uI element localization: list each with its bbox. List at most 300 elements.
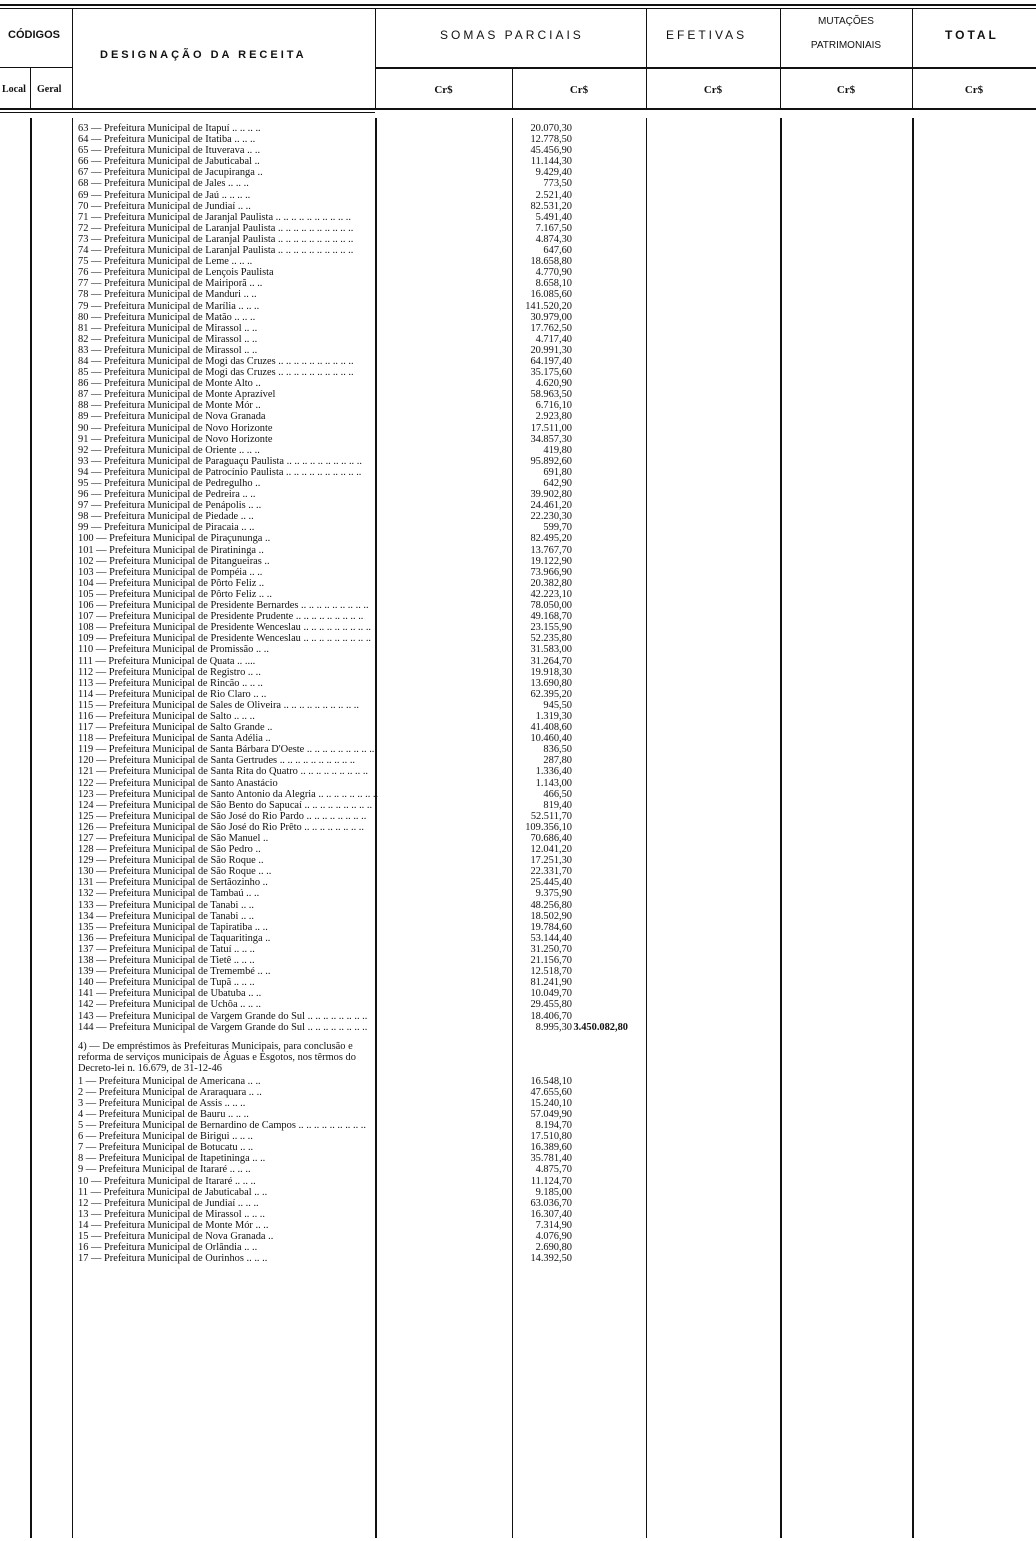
row-value: 836,50 [543, 744, 572, 756]
row-designation: 104 — Prefeitura Municipal de Pôrto Feliz .. [78, 577, 265, 589]
row-designation: 108 — Prefeitura Municipal de Presidente Wenceslau .. .. .. .. .. .. .. .. .. [78, 622, 372, 634]
row-designation: 65 — Prefeitura Municipal de Ituverava .. .. [78, 145, 261, 157]
row-designation: 68 — Prefeitura Municipal de Jales .. .. .. [78, 178, 249, 190]
row-value: 10.460,40 [530, 733, 572, 745]
table-row [78, 744, 638, 755]
table-row [78, 289, 638, 300]
row-designation: 115 — Prefeitura Municipal de Sales de Oliveira .. .. .. .. .. .. .. .. .. .. [78, 699, 359, 711]
table-row [78, 1022, 638, 1033]
table-row [78, 1242, 638, 1253]
table-row [78, 1087, 638, 1098]
row-value: 4.076,90 [535, 1231, 572, 1242]
body-rule-2 [72, 118, 73, 1538]
table-row [78, 278, 638, 289]
table-row [78, 589, 638, 600]
table-row [78, 1076, 638, 1087]
row-value: 773,50 [543, 178, 572, 190]
row-designation: 138 — Prefeitura Municipal de Tietê .. .. .. [78, 955, 255, 967]
row-designation: 72 — Prefeitura Municipal de Laranjal Paulista .. .. .. .. .. .. .. .. .. .. [78, 222, 354, 234]
row-value: 70.686,40 [530, 833, 572, 844]
row-designation: 119 — Prefeitura Municipal de Santa Bárbara D'Oeste .. .. .. .. .. .. .. .. .. [78, 744, 375, 756]
row-value: 17.251,30 [530, 855, 572, 867]
row-designation: 71 — Prefeitura Municipal de Jaranjal Paulista .. .. .. .. .. .. .. .. .. .. [78, 211, 351, 223]
table-row [78, 334, 638, 345]
table-row [78, 778, 638, 789]
row-value: 8.194,70 [535, 1120, 572, 1132]
row-designation: 121 — Prefeitura Municipal de Santa Rita do Quatro .. .. .. .. .. .. .. .. .. [78, 766, 369, 778]
row-designation: 116 — Prefeitura Municipal de Salto .. .. .. [78, 710, 255, 722]
row-designation: 130 — Prefeitura Municipal de São Roque .. .. [78, 866, 272, 878]
row-value: 31.583,00 [530, 644, 572, 656]
row-value: 21.156,70 [530, 955, 572, 967]
row-value: 691,80 [543, 466, 572, 478]
row-value: 31.264,70 [530, 655, 572, 667]
table-row [78, 900, 638, 911]
row-designation: 16 — Prefeitura Municipal de Orlândia .. .. [78, 1242, 258, 1254]
row-value: 20.382,80 [530, 577, 572, 589]
table-row [78, 1220, 638, 1231]
row-value: 20.991,30 [530, 344, 572, 356]
body-rule-6 [780, 118, 782, 1538]
row-value: 4.874,30 [535, 233, 572, 245]
row-designation: 88 — Prefeitura Municipal de Monte Mór .. [78, 400, 261, 412]
table-row [78, 600, 638, 611]
row-designation: 15 — Prefeitura Municipal de Nova Granada .. [78, 1231, 274, 1242]
table-row [78, 722, 638, 733]
row-designation: 66 — Prefeitura Municipal de Jabuticabal .. [78, 156, 260, 168]
table-row [78, 633, 638, 644]
table-row [78, 456, 638, 467]
table-row [78, 223, 638, 234]
row-designation: 78 — Prefeitura Municipal de Manduri .. .. [78, 289, 257, 301]
table-row [78, 234, 638, 245]
currency-efetivas: Cr$ [703, 84, 723, 96]
table-row [78, 411, 638, 422]
row-value: 19.784,60 [530, 921, 572, 933]
row-designation: 90 — Prefeitura Municipal de Novo Horizonte [78, 422, 273, 434]
row-designation: 81 — Prefeitura Municipal de Mirassol .. .. [78, 322, 258, 334]
table-row [78, 911, 638, 922]
header-efetivas: EFETIVAS [666, 28, 748, 42]
row-designation: 93 — Prefeitura Municipal de Paraguaçu Paulista .. .. .. .. .. .. .. .. .. .. [78, 455, 362, 467]
table-row [78, 389, 638, 400]
row-value: 73.966,90 [530, 566, 572, 578]
row-designation: 133 — Prefeitura Municipal de Tanabi .. .. [78, 899, 254, 911]
table-row [78, 345, 638, 356]
row-designation: 98 — Prefeitura Municipal de Piedade .. .. [78, 511, 254, 523]
row-value: 16.085,60 [530, 289, 572, 301]
table-row [78, 877, 638, 888]
table-row [78, 644, 638, 655]
row-value: 1.319,30 [535, 710, 572, 722]
row-value: 19.122,90 [530, 555, 572, 567]
table-row [78, 1176, 638, 1187]
row-designation: 97 — Prefeitura Municipal de Penápolis .. .. [78, 500, 262, 512]
table-row [78, 611, 638, 622]
row-designation: 9 — Prefeitura Municipal de Itararé .. .. .. [78, 1164, 251, 1176]
row-designation: 70 — Prefeitura Municipal de Jundiaí .. .. [78, 200, 251, 212]
table-row [78, 933, 638, 944]
table-row [78, 1209, 638, 1220]
row-value: 4.770,90 [535, 267, 572, 279]
row-value: 63.036,70 [530, 1197, 572, 1209]
row-designation: 105 — Prefeitura Municipal de Pôrto Feliz .. .. [78, 588, 272, 600]
row-designation: 129 — Prefeitura Municipal de São Roque .. [78, 855, 264, 867]
row-designation: 85 — Prefeitura Municipal de Mogi das Cruzes .. .. .. .. .. .. .. .. .. .. [78, 367, 354, 379]
row-value: 12.518,70 [530, 966, 572, 978]
row-designation: 100 — Prefeitura Municipal de Piraçununga .. [78, 533, 271, 545]
row-designation: 2 — Prefeitura Municipal de Araraquara .. .. [78, 1086, 262, 1098]
row-value: 17.762,50 [530, 322, 572, 334]
row-designation: 96 — Prefeitura Municipal de Pedreira .. .. [78, 489, 256, 501]
row-value: 12.041,20 [530, 844, 572, 856]
table-row [78, 123, 638, 134]
row-designation: 125 — Prefeitura Municipal de São José do Rio Pardo .. .. .. .. .. .. .. .. [78, 810, 367, 822]
row-designation: 143 — Prefeitura Municipal de Vargem Grande do Sul .. .. .. .. .. .. .. .. [78, 1010, 368, 1022]
row-value: 599,70 [543, 522, 572, 534]
row-designation: 141 — Prefeitura Municipal de Ubatuba .. .. [78, 988, 262, 1000]
row-designation: 137 — Prefeitura Municipal de Tatuí .. .. .. [78, 943, 255, 955]
table-row [78, 445, 638, 456]
row-designation: 83 — Prefeitura Municipal de Mirassol .. .. [78, 344, 258, 356]
row-value: 5.491,40 [535, 211, 572, 223]
col-rule-codigos [72, 9, 73, 108]
table-row [78, 145, 638, 156]
row-designation: 109 — Prefeitura Municipal de Presidente Wenceslau .. .. .. .. .. .. .. .. .. [78, 633, 372, 645]
row-value: 34.857,30 [530, 433, 572, 445]
table-row [78, 167, 638, 178]
table-row [78, 156, 638, 167]
row-value: 62.395,20 [530, 688, 572, 700]
table-row [78, 478, 638, 489]
table-row [78, 977, 638, 988]
header-mutacoes: MUTAÇÕES [818, 16, 874, 27]
table-row [78, 1109, 638, 1120]
row-designation: 74 — Prefeitura Municipal de Laranjal Paulista .. .. .. .. .. .. .. .. .. .. [78, 245, 354, 257]
row-value: 35.781,40 [530, 1153, 572, 1165]
row-value: 64.197,40 [530, 355, 572, 367]
row-designation: 91 — Prefeitura Municipal de Novo Horizonte [78, 433, 273, 445]
row-value: 42.223,10 [530, 588, 572, 600]
row-value: 18.658,80 [530, 256, 572, 268]
table-row [78, 178, 638, 189]
row-value: 1.143,00 [535, 777, 572, 789]
row-designation: 111 — Prefeitura Municipal de Quata .. .... [78, 655, 256, 667]
table-row [78, 1198, 638, 1209]
table-row [78, 201, 638, 212]
row-designation: 13 — Prefeitura Municipal de Mirassol .. .. .. [78, 1208, 265, 1220]
top-rule [0, 4, 1036, 6]
body-rule-5 [646, 118, 647, 1538]
row-designation: 89 — Prefeitura Municipal de Nova Granada [78, 411, 266, 423]
row-designation: 106 — Prefeitura Municipal de Presidente Bernardes .. .. .. .. .. .. .. .. .. [78, 600, 369, 612]
table-row [78, 467, 638, 478]
table-row [78, 190, 638, 201]
header-codigos: CÓDIGOS [8, 29, 60, 41]
row-value: 19.918,30 [530, 666, 572, 678]
table-row [78, 700, 638, 711]
row-designation: 112 — Prefeitura Municipal de Registro .. .. [78, 666, 261, 678]
table-row [78, 711, 638, 722]
row-value: 2.923,80 [535, 411, 572, 423]
table-row [78, 966, 638, 977]
table-row [78, 800, 638, 811]
row-value: 29.455,80 [530, 999, 572, 1011]
row-designation: 77 — Prefeitura Municipal de Mairiporã .. .. [78, 278, 263, 290]
table-row [78, 656, 638, 667]
col-rule-geral [30, 67, 31, 108]
row-value: 945,50 [543, 699, 572, 711]
row-designation: 120 — Prefeitura Municipal de Santa Gertrudes .. .. .. .. .. .. .. .. .. .. [78, 755, 356, 767]
row-designation: 110 — Prefeitura Municipal de Promissão .. .. [78, 644, 269, 656]
row-designation: 139 — Prefeitura Municipal de Tremembé .. .. [78, 966, 271, 978]
row-designation: 4 — Prefeitura Municipal de Bauru .. .. .. [78, 1108, 249, 1120]
row-designation: 8 — Prefeitura Municipal de Itapetininga .. .. [78, 1153, 266, 1165]
table-row [78, 1120, 638, 1131]
row-value: 8.658,10 [535, 278, 572, 290]
row-designation: 101 — Prefeitura Municipal de Piratininga .. [78, 544, 264, 556]
row-value: 2.521,40 [535, 189, 572, 201]
row-designation: 5 — Prefeitura Municipal de Bernardino de Campos .. .. .. .. .. .. .. .. .. [78, 1120, 366, 1132]
row-value: 109.356,10 [525, 821, 572, 833]
row-designation: 103 — Prefeitura Municipal de Pompéia .. .. [78, 566, 263, 578]
table-row [78, 689, 638, 700]
row-value: 9.375,90 [535, 888, 572, 900]
row-designation: 10 — Prefeitura Municipal de Itararé .. .. .. [78, 1175, 256, 1187]
table-row [78, 766, 638, 777]
receita-list [78, 123, 638, 1264]
header-bottom-rule-2 [0, 112, 375, 113]
header-somas-parciais: SOMAS PARCIAIS [440, 28, 584, 42]
row-value: 53.144,40 [530, 932, 572, 944]
row-designation: 80 — Prefeitura Municipal de Matão .. .. .. [78, 311, 256, 323]
table-row [78, 489, 638, 500]
row-value: 39.902,80 [530, 489, 572, 501]
row-value: 16.548,10 [530, 1075, 572, 1087]
currency-somas-1: Cr$ [434, 84, 453, 96]
table-row [78, 755, 638, 766]
row-value: 57.049,90 [530, 1108, 572, 1120]
table-row [78, 312, 638, 323]
table-row [78, 301, 638, 312]
row-designation: 126 — Prefeitura Municipal de São José do Rio Prêto .. .. .. .. .. .. .. .. [78, 821, 364, 833]
row-designation: 12 — Prefeitura Municipal de Jundiaí .. .. .. [78, 1197, 259, 1209]
row-designation: 124 — Prefeitura Municipal de São Bento do Sapucaí .. .. .. .. .. .. .. .. .. [78, 799, 373, 811]
top-rule-2 [0, 8, 1036, 9]
header-bottom-rule [0, 108, 1036, 110]
row-value: 11.144,30 [530, 156, 572, 168]
row-value: 58.963,50 [530, 389, 572, 401]
table-row [78, 1131, 638, 1142]
table-row [78, 567, 638, 578]
row-designation: 102 — Prefeitura Municipal de Pitangueiras .. [78, 555, 270, 567]
row-value: 17.510,80 [530, 1131, 572, 1143]
row-value: 4.875,70 [535, 1164, 572, 1176]
row-value: 31.250,70 [530, 943, 572, 955]
row-value: 4.717,40 [535, 333, 572, 345]
row-designation: 118 — Prefeitura Municipal de Santa Adélia .. [78, 733, 271, 745]
table-row [78, 888, 638, 899]
table-row [78, 500, 638, 511]
row-value: 647,60 [543, 245, 572, 257]
row-partial-sum: 3.450.082,80 [573, 1021, 628, 1033]
row-value: 17.511,00 [530, 422, 572, 434]
row-value: 11.124,70 [530, 1175, 572, 1187]
table-row [78, 556, 638, 567]
body-rule-1 [30, 118, 32, 1538]
row-value: 41.408,60 [530, 722, 572, 734]
row-value: 13.767,70 [530, 544, 572, 556]
row-designation: 3 — Prefeitura Municipal de Assis .. .. .. [78, 1097, 246, 1109]
row-value: 78.050,00 [530, 600, 572, 612]
row-designation: 87 — Prefeitura Municipal de Monte Aprazível [78, 389, 276, 401]
row-designation: 6 — Prefeitura Municipal de Birigui .. .. .. [78, 1131, 253, 1143]
table-row [78, 1153, 638, 1164]
header-divider [375, 67, 1036, 69]
row-designation: 69 — Prefeitura Municipal de Jaú .. .. .. .. [78, 189, 251, 201]
currency-mutacoes: Cr$ [836, 84, 856, 96]
table-row [78, 1011, 638, 1022]
row-value: 12.778,50 [530, 134, 572, 146]
row-designation: 94 — Prefeitura Municipal de Patrocínio Paulista .. .. .. .. .. .. .. .. .. .. [78, 466, 362, 478]
row-value: 16.389,60 [530, 1142, 572, 1154]
table-row [78, 955, 638, 966]
row-designation: 79 — Prefeitura Municipal de Marília .. .. .. [78, 300, 260, 312]
row-value: 419,80 [543, 444, 572, 456]
currency-total: Cr$ [964, 84, 984, 96]
row-designation: 75 — Prefeitura Municipal de Leme .. .. .. [78, 256, 253, 268]
row-designation: 136 — Prefeitura Municipal de Taquaritinga .. [78, 932, 271, 944]
row-value: 18.502,90 [530, 910, 572, 922]
table-row [78, 423, 638, 434]
row-value: 8.995,30 [535, 1021, 572, 1033]
row-designation: 64 — Prefeitura Municipal de Itatiba .. .. .. [78, 134, 256, 146]
row-value: 24.461,20 [530, 500, 572, 512]
row-value: 35.175,60 [530, 367, 572, 379]
row-designation: 144 — Prefeitura Municipal de Vargem Grande do Sul .. .. .. .. .. .. .. .. [78, 1021, 368, 1033]
header-patrimoniais: PATRIMONIAIS [810, 40, 882, 51]
row-designation: 134 — Prefeitura Municipal de Tanabi .. .. [78, 910, 254, 922]
header-designacao: DESIGNAÇÃO DA RECEITA [100, 49, 307, 61]
row-designation: 107 — Prefeitura Municipal de Presidente Prudente .. .. .. .. .. .. .. .. .. [78, 611, 364, 623]
row-value: 16.307,40 [530, 1208, 572, 1220]
table-row [78, 323, 638, 334]
row-value: 7.167,50 [535, 222, 572, 234]
table-row [78, 356, 638, 367]
row-designation: 92 — Prefeitura Municipal de Oriente .. .. .. [78, 444, 260, 456]
table-row [78, 267, 638, 278]
row-designation: 76 — Prefeitura Municipal de Lençois Paulista [78, 267, 274, 279]
row-value: 48.256,80 [530, 899, 572, 911]
row-value: 7.314,90 [535, 1219, 572, 1231]
row-value: 45.456,90 [530, 145, 572, 157]
table-row [78, 256, 638, 267]
row-designation: 7 — Prefeitura Municipal de Botucatu .. .. [78, 1142, 254, 1154]
row-designation: 132 — Prefeitura Municipal de Tambaú .. .. [78, 888, 260, 900]
row-designation: 127 — Prefeitura Municipal de São Manuel .. [78, 833, 269, 844]
table-row [78, 511, 638, 522]
row-value: 1.336,40 [535, 766, 572, 778]
table-row [78, 367, 638, 378]
table-row [78, 622, 638, 633]
row-designation: 114 — Prefeitura Municipal de Rio Claro .. .. [78, 688, 267, 700]
section-intro: 4) — De empréstimos às Prefeituras Municipais, para conclusão e reforma de serviços municipais de Águas e Esgotos, nos têrmos do Decreto-lei n. 16.679, de 31-12-46 [78, 1040, 356, 1074]
table-row [78, 922, 638, 933]
table-row [78, 811, 638, 822]
row-value: 9.185,00 [535, 1186, 572, 1198]
table-row [78, 212, 638, 223]
row-designation: 122 — Prefeitura Municipal de Santo Anastácio [78, 777, 278, 789]
row-value: 20.070,30 [530, 123, 572, 134]
row-value: 15.240,10 [530, 1097, 572, 1109]
row-designation: 117 — Prefeitura Municipal de Salto Grande .. [78, 722, 273, 734]
row-value: 14.392,50 [530, 1253, 572, 1265]
row-value: 22.230,30 [530, 511, 572, 523]
table-row [78, 134, 638, 145]
header-local: Local [2, 84, 26, 95]
table-row [78, 667, 638, 678]
table-row [78, 1187, 638, 1198]
row-value: 95.892,60 [530, 455, 572, 467]
table-row [78, 833, 638, 844]
row-value: 2.690,80 [535, 1242, 572, 1254]
row-value: 10.049,70 [530, 988, 572, 1000]
row-designation: 86 — Prefeitura Municipal de Monte Alto .. [78, 378, 261, 390]
table-row [78, 855, 638, 866]
row-value: 22.331,70 [530, 866, 572, 878]
table-row [78, 1231, 638, 1242]
body-rule-7 [912, 118, 914, 1538]
row-value: 287,80 [543, 755, 572, 767]
row-designation: 135 — Prefeitura Municipal de Tapiratiba .. .. [78, 921, 268, 933]
table-row [78, 434, 638, 445]
table-row [78, 822, 638, 833]
row-value: 47.655,60 [530, 1086, 572, 1098]
row-value: 23.155,90 [530, 622, 572, 634]
row-value: 819,40 [543, 799, 572, 811]
table-row [78, 866, 638, 877]
table-row [78, 1142, 638, 1153]
row-designation: 140 — Prefeitura Municipal de Tupã .. .. .. [78, 977, 255, 989]
row-value: 81.241,90 [530, 977, 572, 989]
table-row [78, 545, 638, 556]
table-row [78, 988, 638, 999]
header-total: TOTAL [945, 28, 999, 42]
row-designation: 63 — Prefeitura Municipal de Itapuí .. .. .. .. [78, 123, 261, 134]
row-value: 30.979,00 [530, 311, 572, 323]
row-designation: 73 — Prefeitura Municipal de Laranjal Paulista .. .. .. .. .. .. .. .. .. .. [78, 233, 354, 245]
row-designation: 142 — Prefeitura Municipal de Uchôa .. .. .. [78, 999, 261, 1011]
row-value: 6.716,10 [535, 400, 572, 412]
table-row [78, 578, 638, 589]
row-value: 52.235,80 [530, 633, 572, 645]
row-value: 18.406,70 [530, 1010, 572, 1022]
row-designation: 99 — Prefeitura Municipal de Piracaia .. .. [78, 522, 255, 534]
table-row [78, 678, 638, 689]
row-value: 141.520,20 [525, 300, 572, 312]
row-designation: 131 — Prefeitura Municipal de Sertãozinho .. [78, 877, 268, 889]
table-row [78, 733, 638, 744]
row-designation: 67 — Prefeitura Municipal de Jacupiranga .. [78, 167, 263, 179]
row-value: 25.445,40 [530, 877, 572, 889]
table-row [78, 533, 638, 544]
row-value: 52.511,70 [530, 810, 572, 822]
table-row [78, 400, 638, 411]
row-designation: 84 — Prefeitura Municipal de Mogi das Cruzes .. .. .. .. .. .. .. .. .. .. [78, 355, 354, 367]
row-value: 49.168,70 [530, 611, 572, 623]
row-designation: 113 — Prefeitura Municipal de Rincão .. .. .. [78, 677, 263, 689]
codigos-divider [0, 67, 72, 68]
